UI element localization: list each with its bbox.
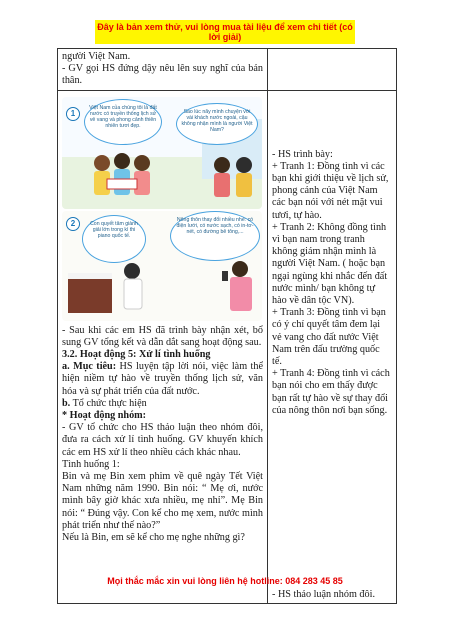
text-line: + Tranh 4: Đồng tình vì cách bạn nói cho em thấy được bạn rất tự hào về sự thay đổi của nông thôn nơi bạn sống. — [272, 368, 390, 416]
panel-number-badge: 2 — [66, 217, 80, 231]
speech-bubble: Việt Nam của chúng tôi là đất nước có truyền thống lịch sử vẻ vang và phong cảnh thiên nhiên tươi đẹp. — [84, 99, 162, 145]
case-question: Nếu là Bin, em sẽ kể cho mẹ nghe những gì? — [62, 532, 245, 544]
text-paragraph: - Sau khi các em HS đã trình bày nhận xét, bổ sung GV tổng kết và dẫn dắt sang hoạt động sau. — [62, 324, 263, 348]
teacher-column-cell — [58, 90, 268, 604]
text-paragraph: Bin và mẹ Bin xem phim về quê ngày Tết Việt Nam những năm 1990. Bin nói: “ Mẹ ơi, nước mình bây giờ khác xưa nhiều, mẹ nhỉ”. Mẹ Bin nói: “ Đúng vậy. Con kể cho mẹ xem, nước mình phát triển như thế nào?” — [62, 471, 263, 531]
text-line: người Việt Nam. — [62, 51, 131, 62]
text-line: + Tranh 3: Đồng tình vì bạn có ý chí quyết tâm đem lại vẻ vang cho đất nước Việt Nam trên đấu trường quốc tế. — [272, 307, 386, 368]
text-paragraph: b. Tổ chức thực hiện — [62, 397, 147, 409]
textbook-illustration — [62, 97, 262, 321]
text-line: - HS thảo luận nhóm đôi. — [272, 589, 375, 601]
illustration-panel-2 — [62, 211, 262, 321]
illustration-panel-1 — [62, 97, 262, 209]
org-label: b. — [62, 397, 71, 409]
student-column-cell — [268, 90, 397, 604]
lesson-table — [57, 48, 397, 604]
text-line: - GV gọi HS đứng dậy nêu lên suy nghĩ của bản thân. — [62, 63, 263, 87]
section-heading: 3.2. Hoạt động 5: Xử lí tình huống — [62, 349, 211, 361]
hotline-notice: Mọi thắc mắc xin vui lòng liên hệ hotline: 084 283 45 85 — [107, 576, 343, 586]
speech-bubble: Con quyết tâm giành giải lớn trong kì thi piano quốc tế. — [82, 215, 146, 263]
table-row — [58, 90, 397, 604]
teacher-column-cell — [58, 49, 268, 91]
speech-bubble: Nông thôn thay đổi nhiều nhé: có điện lưới, có nước sạch, có in-tơ-nét, có đường bê tông,... — [170, 211, 260, 261]
preview-notice: Đây là bản xem thử, vui lòng mua tài liệu để xem chi tiết (có lời giải) — [95, 20, 355, 44]
table-row — [58, 49, 397, 91]
speech-bubble: Sao lúc nãy mình chuyện với vài khách nước ngoài, cậu không nhận mình là người Việt Nam? — [176, 103, 258, 145]
student-column-cell — [268, 49, 397, 91]
text-line: + Tranh 1: Đồng tình vì các bạn khi giới thiệu về lịch sử, phong cảnh của Việt Nam các bạn nói với nét mặt vui tươi, tự hào. — [272, 160, 389, 221]
text-line: - HS trình bày: — [272, 148, 333, 160]
subheading: * Hoạt động nhóm: — [62, 410, 147, 422]
text-paragraph: a. Mục tiêu: HS luyện tập lời nói, việc làm thể hiện niềm tự hào về truyền thống lịch sử, văn hóa và sự phát triển của đất nước. — [62, 361, 264, 397]
goal-label: a. Mục tiêu: — [62, 361, 117, 373]
case-title: Tình huống 1: — [62, 458, 120, 470]
panel-number-badge: 1 — [66, 107, 80, 121]
text-paragraph: - GV tổ chức cho HS thảo luận theo nhóm đôi, đưa ra cách xử lí tình huống. GV khuyến khích các em HS xử lí theo nhiều cách khác nhau. — [62, 422, 263, 458]
text-line: + Tranh 2: Không đồng tình vì bạn nam trong tranh không giám nhận mình là người Việt Nam. ( hoặc bạn ngại ngùng khi nhắc đến đất nước mình/ bạn không tự hào về dân tộc VN). — [272, 221, 388, 307]
